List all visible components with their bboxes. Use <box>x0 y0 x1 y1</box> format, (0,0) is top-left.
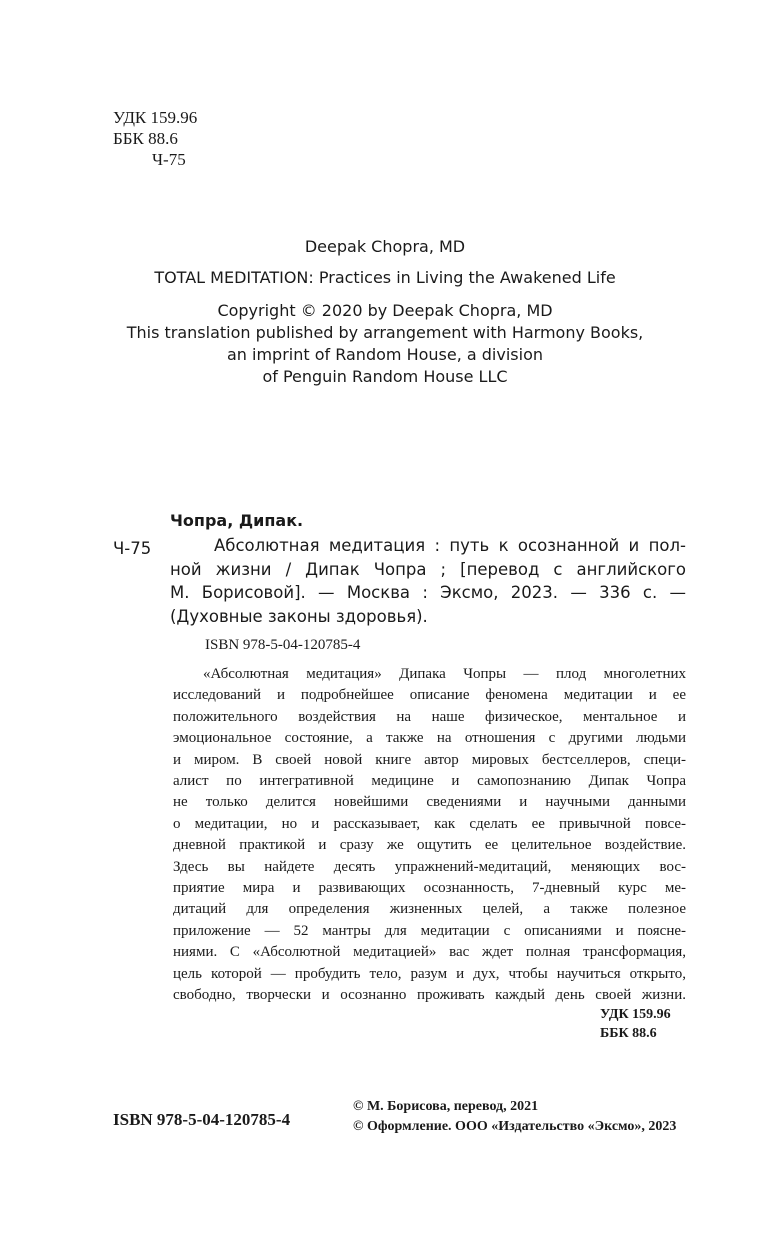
annotation-line: исследований и подробнейшее описание феномена медитации и ее <box>173 687 686 704</box>
annotation-line: алист по интегративной медицине и самопознанию Дипак Чопра <box>173 773 686 790</box>
annotation-line: свободно, творчески и осознанно проживать каждый день своей жизни. <box>173 987 686 1004</box>
annotation-line: ниями. С «Абсолютной медитацией» вас ждет полная трансформация, <box>173 944 686 961</box>
translation-copyright: © М. Борисова, перевод, 2021 <box>353 1099 539 1114</box>
annotation-line: дитаций для определения жизненных целей, а также полезное <box>173 901 686 918</box>
annotation-line: положительного воздействия на наше физическое, ментальное и <box>173 708 686 725</box>
original-author: Deepak Chopra, MD <box>304 237 466 256</box>
catalog-code: Ч-75 <box>113 539 152 558</box>
bottom-udk-code: УДК 159.96 <box>600 1007 671 1022</box>
annotation-line: эмоциональное состояние, а также на отношения с другими людьми <box>173 730 686 747</box>
annotation-line: дневной практикой и сразу же ощутить ее целительное воздействие. <box>173 837 686 854</box>
udk-code: УДК 159.96 <box>113 108 198 127</box>
annotation <box>173 664 686 1007</box>
catalog-heading: Чопра, Дипак. <box>170 511 304 530</box>
catalog-isbn: ISBN 978-5-04-120785-4 <box>205 637 361 653</box>
bbk-code: ББК 88.6 <box>113 129 178 148</box>
bottom-bbk-code: ББК 88.6 <box>600 1026 657 1041</box>
annotation-line: приложение — 52 мантры для медитации с описаниями и поясне- <box>173 922 686 939</box>
annotation-line: о медитации, но и рассказывает, как сделать ее привычной повсе- <box>173 815 686 832</box>
description-line: ной жизни / Дипак Чопра ; [перевод с английского <box>170 559 686 579</box>
annotation-line: и миром. В своей новой книге автор мировых бестселлеров, специ- <box>173 751 686 768</box>
bottom-isbn: ISBN 978-5-04-120785-4 <box>113 1110 291 1129</box>
description-line: (Духовные законы здоровья). <box>170 606 428 626</box>
original-title: TOTAL MEDITATION: Practices in Living the Awakened Life <box>154 268 616 287</box>
copyright-line: Copyright © 2020 by Deepak Chopra, MD <box>217 301 553 320</box>
annotation-line: не только делится новейшими сведениями и научными данными <box>173 794 686 811</box>
bottom-classification-codes <box>600 1005 671 1043</box>
copyright-line: This translation published by arrangement with Harmony Books, <box>126 323 644 342</box>
copyright-line: of Penguin Random House LLC <box>262 367 508 386</box>
author-mark: Ч-75 <box>152 150 186 169</box>
annotation-line: приятие мира и развивающих осознанность, 7-дневный курс ме- <box>173 880 686 897</box>
annotation-line: цель которой — пробудить тело, разум и дух, чтобы научиться открыто, <box>173 965 686 982</box>
annotation-line: «Абсолютная медитация» Дипака Чопры — плод многолетних <box>203 666 686 682</box>
description-line: Абсолютная медитация : путь к осознанной и пол- <box>214 536 686 555</box>
annotation-line: Здесь вы найдете десять упражнений-медитаций, меняющих вос- <box>173 858 686 875</box>
catalog-description <box>170 534 686 628</box>
copyright-line: an imprint of Random House, a division <box>226 345 543 364</box>
design-copyright: © Оформление. ООО «Издательство «Эксмо», 2023 <box>353 1119 677 1134</box>
description-line: М. Борисовой]. — Москва : Эксмо, 2023. — 336 с. — <box>170 583 686 602</box>
original-edition-block <box>100 236 670 388</box>
classification-codes <box>113 107 197 170</box>
bottom-copyrights <box>353 1097 676 1137</box>
